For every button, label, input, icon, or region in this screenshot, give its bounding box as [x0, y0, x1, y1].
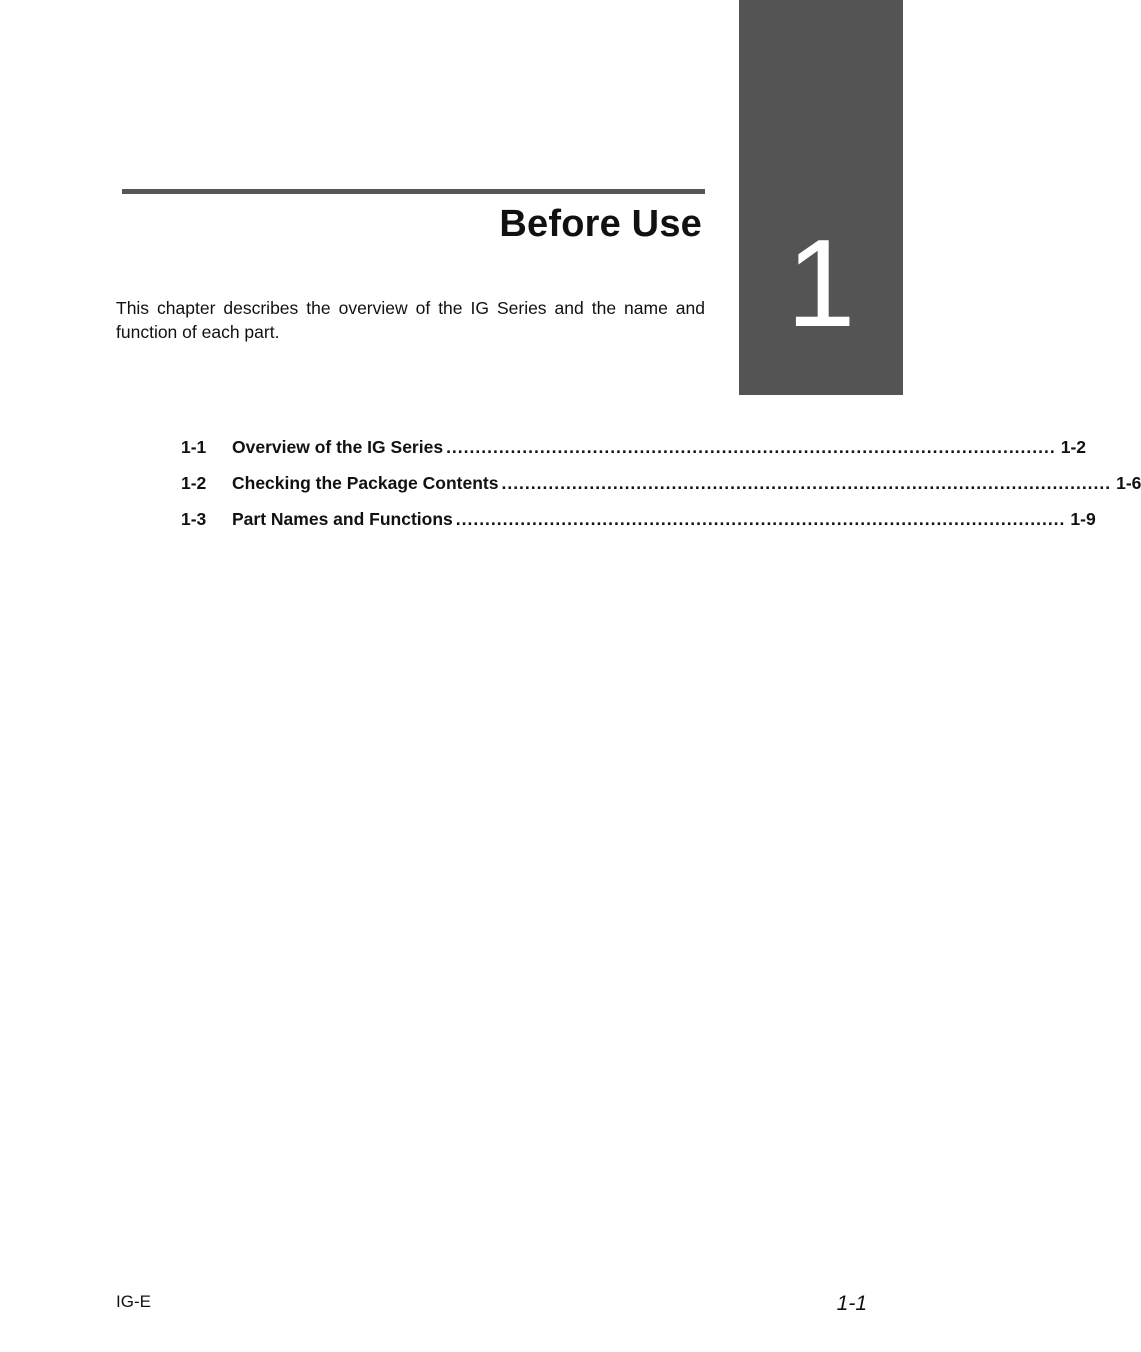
- toc-leader-dots: ........................................................................................................: [455, 509, 1066, 529]
- toc-entry-title: Checking the Package Contents: [232, 473, 499, 493]
- toc-entry-number: 1-2: [181, 473, 207, 493]
- table-of-contents: [181, 437, 1141, 545]
- chapter-intro: This chapter describes the overview of the IG Series and the name and function of each part.: [116, 298, 705, 342]
- toc-entry-title: Overview of the IG Series: [232, 437, 444, 457]
- chapter-tab: [739, 0, 903, 395]
- toc-entry-number: 1-1: [181, 437, 207, 457]
- toc-entry-page: 1-9: [1070, 509, 1096, 529]
- toc-entry-number: 1-3: [181, 509, 207, 529]
- toc-entry-page: 1-2: [1060, 437, 1087, 457]
- toc-entry[interactable]: [181, 437, 1087, 473]
- toc-leader-dots: ........................................................................................................: [446, 437, 1056, 457]
- title-rule: [122, 189, 705, 194]
- toc-entry[interactable]: [181, 473, 1141, 509]
- footer-manual-code: IG-E: [116, 1292, 151, 1311]
- toc-leader-dots: ........................................................................................................: [501, 473, 1112, 493]
- footer-page-number: 1-1: [836, 1292, 867, 1315]
- toc-entry-page: 1-6: [1116, 473, 1141, 493]
- toc-entry[interactable]: [181, 509, 1096, 545]
- chapter-title: Before Use: [499, 203, 702, 245]
- toc-entry-title: Part Names and Functions: [232, 509, 453, 529]
- chapter-number: 1: [786, 215, 856, 353]
